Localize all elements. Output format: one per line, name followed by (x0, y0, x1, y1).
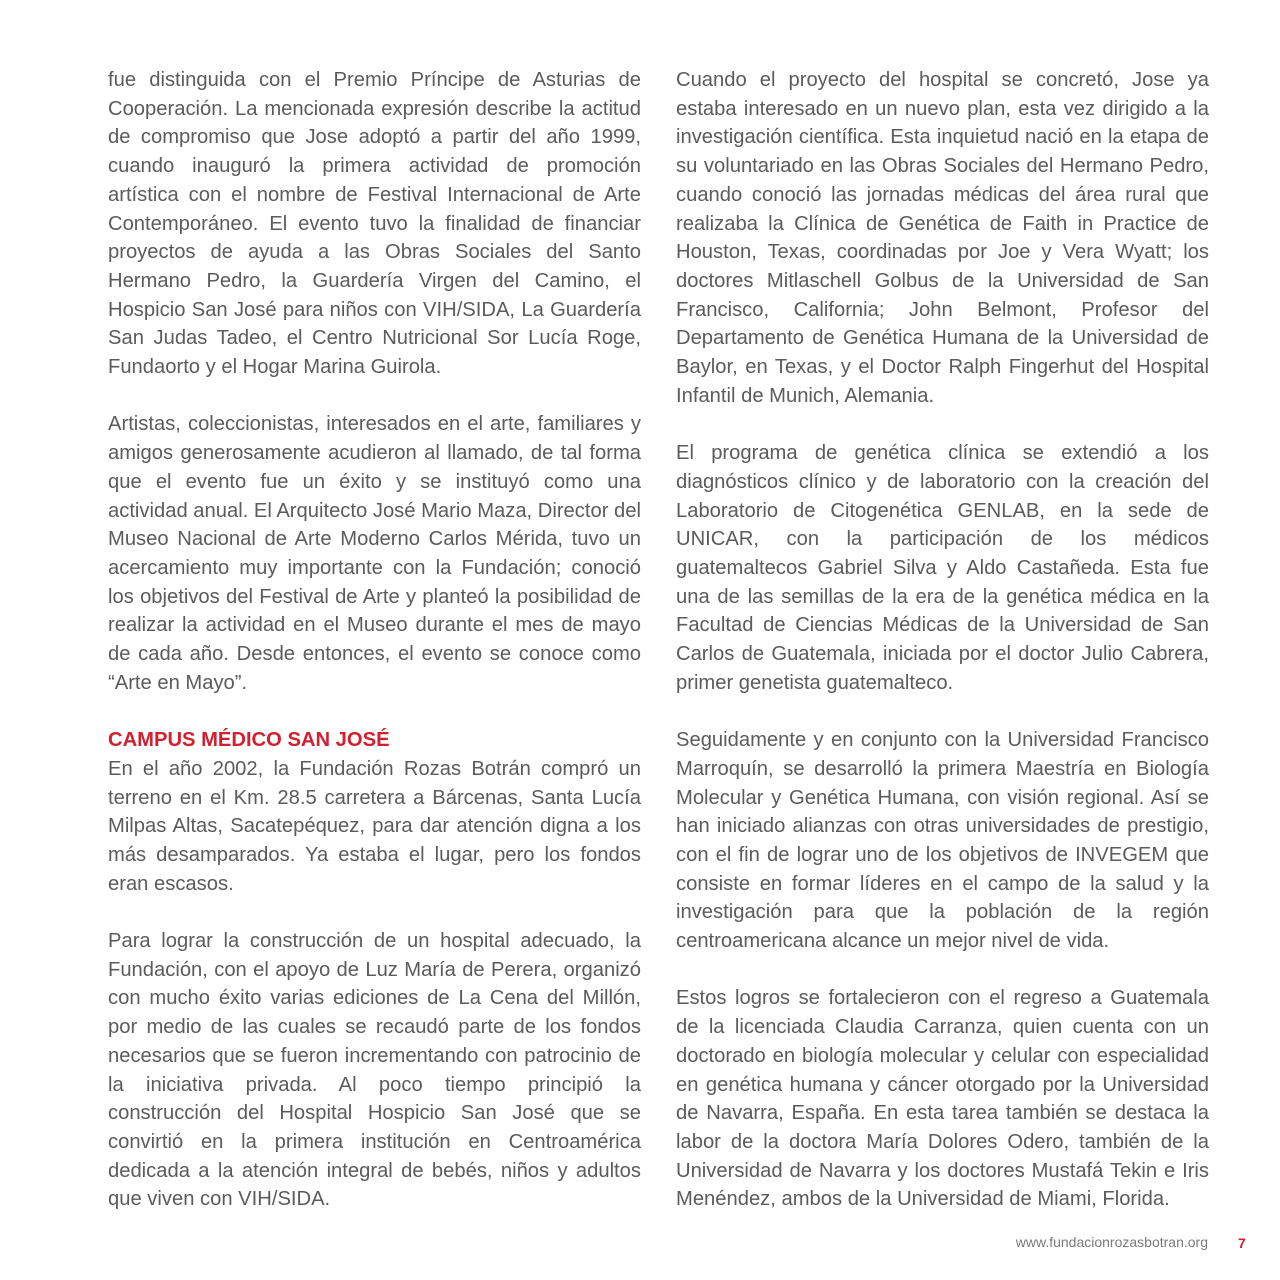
paragraph-genlab: El programa de genética clínica se extendió a los diagnósticos clínico y de laboratorio con la creación del Laboratorio de Citogenética GENLAB, en la sede de UNICAR, con la participación de los médicos guatemaltecos Gabriel Silva y Aldo Castañeda. Esta fue una de las semillas de la era de la genética médica en la Facultad de Ciencias Médicas de la Universidad de San Carlos de Guatemala, iniciada por el doctor Julio Cabrera, primer genetista guatemalteco. (676, 442, 1209, 694)
left-column (108, 66, 641, 1243)
paragraph-maestria: Seguidamente y en conjunto con la Universidad Francisco Marroquín, se desarrolló la primera Maestría en Biología Molecular y Genética Humana, con visión regional. Así se han iniciado alianzas con otras universidades de prestigio, con el fin de lograr uno de los objetivos de INVEGEM que consiste en formar líderes en el campo de la salud y la investigación para que la población de la región centroamericana alcance un mejor nivel de vida. (676, 729, 1209, 953)
paragraph-premio-asturias: fue distinguida con el Premio Príncipe de Asturias de Cooperación. La mencionada expresión describe la actitud de compromiso que Jose adoptó a partir del año 1999, cuando inauguró la primera actividad de promoción artística con el nombre de Festival Internacional de Arte Contemporáneo. El evento tuvo la finalidad de financiar proyectos de ayuda a las Obras Sociales del Santo Hermano Pedro, la Guardería Virgen del Camino, el Hospicio San José para niños con VIH/SIDA, La Guardería San Judas Tadeo, el Centro Nutricional Sor Lucía Roge, Fundaorto y el Hogar Marina Guirola. (108, 69, 641, 379)
footer-website-url: www.fundacionrozasbotran.org (1015, 1234, 1208, 1250)
right-column (676, 66, 1209, 1243)
page-number: 7 (1238, 1235, 1246, 1251)
paragraph-arte-en-mayo: Artistas, coleccionistas, interesados en el arte, familiares y amigos generosamente acudieron al llamado, de tal forma que el evento fue un éxito y se instituyó como una actividad anual. El Arquitecto José Mario Maza, Director del Museo Nacional de Arte Moderno Carlos Mérida, tuvo un acercamiento muy importante con la Fundación; conoció los objetivos del Festival de Arte y planteó la posibilidad de realizar la actividad en el Museo durante el mes de mayo de cada año. Desde entonces, el evento se conoce como “Arte en Mayo”. (108, 413, 641, 694)
paragraph-terreno-2002: En el año 2002, la Fundación Rozas Botrán compró un terreno en el Km. 28.5 carretera a Bárcenas, Santa Lucía Milpas Altas, Sacatepéquez, para dar atención digna a los más desamparados. Ya estaba el lugar, pero los fondos eran escasos. (108, 757, 641, 895)
section-heading-campus-medico: CAMPUS MÉDICO SAN JOSÉ (108, 729, 390, 752)
paragraph-claudia-carranza: Estos logros se fortalecieron con el regreso a Guatemala de la licenciada Claudia Carranza, quien cuenta con un doctorado en biología molecular y celular con especialidad en genética humana y cáncer otorgado por la Universidad de Navarra, España. En esta tarea también se destaca la labor de la doctora María Dolores Odero, también de la Universidad de Navarra y los doctores Mustafá Tekin e Iris Menéndez, ambos de la Universidad de Miami, Florida. (676, 987, 1209, 1211)
paragraph-cena-del-millon: Para lograr la construcción de un hospital adecuado, la Fundación, con el apoyo de Luz María de Perera, organizó con mucho éxito varias ediciones de La Cena del Millón, por medio de las cuales se recaudó parte de los fondos necesarios que se fueron incrementando con patrocinio de la iniciativa privada. Al poco tiempo principió la construcción del Hospital Hospicio San José que se convirtió en la primera institución en Centroamérica dedicada a la atención integral de bebés, niños y adultos que viven con VIH/SIDA. (108, 930, 641, 1211)
paragraph-investigacion-cientifica: Cuando el proyecto del hospital se concretó, Jose ya estaba interesado en un nuevo plan, esta vez dirigido a la investigación científica. Esta inquietud nació en la etapa de su voluntariado en las Obras Sociales del Hermano Pedro, cuando conoció las jornadas médicas del área rural que realizaba la Clínica de Genética de Faith in Practice de Houston, Texas, coordinadas por Joe y Vera Wyatt; los doctores Mitlaschell Golbus de la Universidad de San Francisco, California; John Belmont, Profesor del Departamento de Genética Humana de la Universidad de Baylor, en Texas, y el Doctor Ralph Fingerhut del Hospital Infantil de Munich, Alemania. (676, 69, 1209, 407)
